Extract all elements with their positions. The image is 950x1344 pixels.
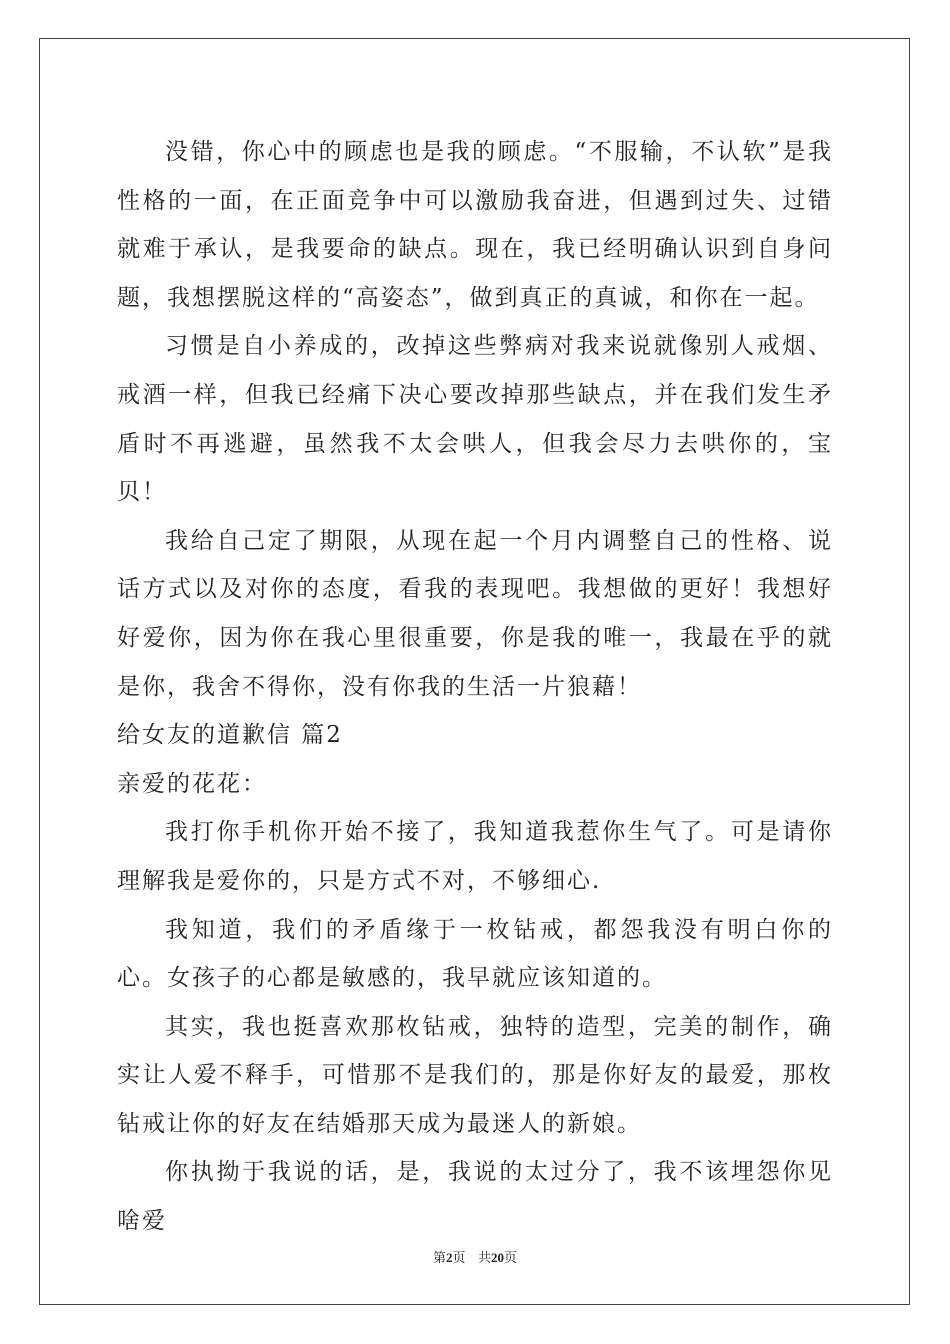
footer-page-suffix: 页 <box>452 1251 466 1266</box>
footer-total-suffix: 页 <box>503 1251 517 1266</box>
paragraph: 我给自己定了期限，从现在起一个月内调整自己的性格、说话方式以及对你的态度，看我的表现吧。我想做的更好！我想好好爱你，因为你在我心里很重要，你是我的唯一，我最在乎的就是你，我舍不得你，没有你我的生活一片狼藉！ <box>117 527 833 700</box>
salutation: 亲爱的花花： <box>117 770 267 797</box>
footer-prefix: 第 <box>433 1251 447 1266</box>
paragraph: 你执拗于我说的话，是，我说的太过分了，我不该埋怨你见啥爱 <box>117 1159 833 1235</box>
page-footer <box>0 1247 950 1266</box>
paragraph: 没错，你心中的顾虑也是我的顾虑。“不服输，不认软”是我性格的一面，在正面竞争中可以激励我奋进，但遇到过失、过错就难于承认，是我要命的缺点。现在，我已经明确认识到自身问题，我想摆脱这样的“高姿态”，做到真正的真诚，和你在一起。 <box>117 139 833 311</box>
footer-total-prefix: 共 <box>477 1251 491 1266</box>
section-heading: 给女友的道歉信 篇2 <box>117 722 343 749</box>
paragraph: 我打你手机你开始不接了，我知道我惹你生气了。可是请你理解我是爱你的，只是方式不对，不够细心. <box>117 819 833 894</box>
total-pages: 20 <box>490 1250 504 1265</box>
page-number: 2 <box>446 1250 453 1265</box>
paragraph: 我知道，我们的矛盾缘于一枚钻戒，都怨我没有明白你的心。女孩子的心都是敏感的，我早就应该知道的。 <box>117 916 833 992</box>
document-body <box>117 128 833 1246</box>
paragraph: 习惯是自小养成的，改掉这些弊病对我来说就像别人戒烟、戒酒一样，但我已经痛下决心要改掉那些缺点，并在我们发生矛盾时不再逃避，虽然我不太会哄人，但我会尽力去哄你的，宝贝！ <box>117 333 833 506</box>
paragraph: 其实，我也挺喜欢那枚钻戒，独特的造型，完美的制作，确实让人爱不释手，可惜那不是我们的，那是你好友的最爱，那枚钻戒让你的好友在结婚那天成为最迷人的新娘。 <box>117 1013 833 1137</box>
